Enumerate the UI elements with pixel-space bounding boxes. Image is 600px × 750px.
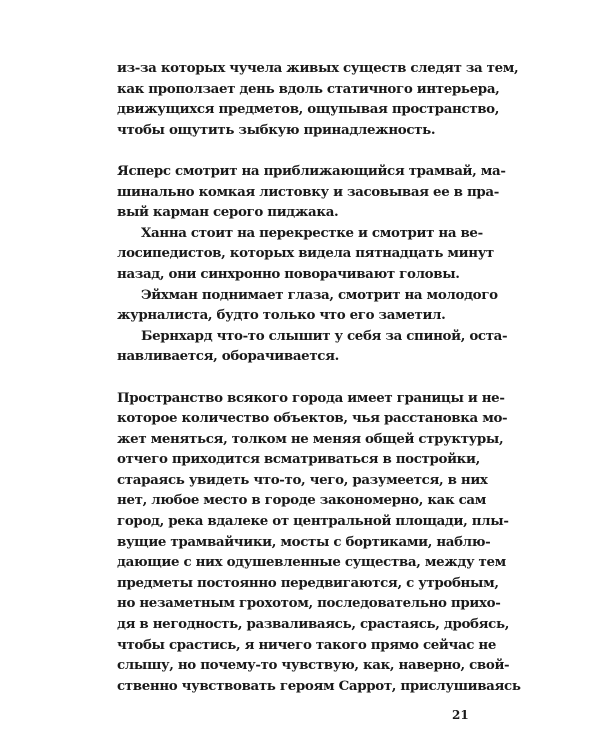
paragraph <box>117 285 498 326</box>
text-line: навливается, оборачивается. <box>117 348 339 365</box>
section-break <box>117 367 470 388</box>
text-line: ственно чувствовать героям Саррот, прислушиваясь <box>117 677 521 694</box>
text-line: как проползает день вдоль статичного интерьера, <box>117 80 500 97</box>
text-line: Ясперс смотрит на приближающийся трамвай, ма- <box>117 162 506 179</box>
paragraph <box>117 326 508 367</box>
paragraph <box>117 161 506 223</box>
section-break <box>117 140 470 161</box>
text-line: Ханна стоит на перекрестке и смотрит на ве- <box>141 224 483 241</box>
paragraph <box>117 223 494 285</box>
text-line: вый карман серого пиджака. <box>117 204 339 221</box>
text-line: которое количество объектов, чья расстановка мо- <box>117 410 508 427</box>
paragraph <box>117 58 519 140</box>
text-line: предметы постоянно передвигаются, с утробным, <box>117 574 499 591</box>
text-line: дя в негодность, разваливаясь, срастаясь, дробясь, <box>117 616 510 633</box>
text-line: назад, они синхронно поворачивают головы. <box>117 265 460 282</box>
text-line: стараясь увидеть что-то, чего, разумеется, в них <box>117 471 488 488</box>
page-number: 21 <box>452 708 469 722</box>
text-line: из-за которых чучела живых существ следят за тем, <box>117 60 519 76</box>
page-body-text <box>117 58 521 696</box>
text-line: Эйхман поднимает глаза, смотрит на молодого <box>141 286 498 303</box>
text-line: лосипедистов, которых видела пятнадцать минут <box>117 245 494 262</box>
text-line: дающие с них одушевленные существа, между тем <box>117 554 506 571</box>
text-line: шинально комкая листовку и засовывая ее в пра- <box>117 183 499 200</box>
text-line: но незаметным грохотом, последовательно прихо- <box>117 595 501 612</box>
text-line: Бернхард что-то слышит у себя за спиной, оста- <box>141 327 508 344</box>
text-line: жет меняться, толком не меняя общей структуры, <box>117 430 504 447</box>
text-line: вущие трамвайчики, мосты с бортиками, наблю- <box>117 533 491 550</box>
text-line: город, река вдалеке от центральной площади, плы- <box>117 513 509 530</box>
text-line: нет, любое место в городе закономерно, как сам <box>117 492 487 509</box>
text-line: журналиста, будто только что его заметил. <box>117 307 446 324</box>
text-line: отчего приходится всматриваться в постройки, <box>117 451 480 468</box>
text-line: чтобы ощутить зыбкую принадлежность. <box>117 121 436 138</box>
text-line: движущихся предметов, ощупывая пространство, <box>117 101 500 118</box>
text-line: слышу, но почему-то чувствую, как, наверно, свой- <box>117 657 510 674</box>
text-line: Пространство всякого города имеет границы и не- <box>117 389 505 406</box>
paragraph <box>117 388 521 697</box>
text-line: чтобы срастись, я ничего такого прямо сейчас не <box>117 636 497 653</box>
